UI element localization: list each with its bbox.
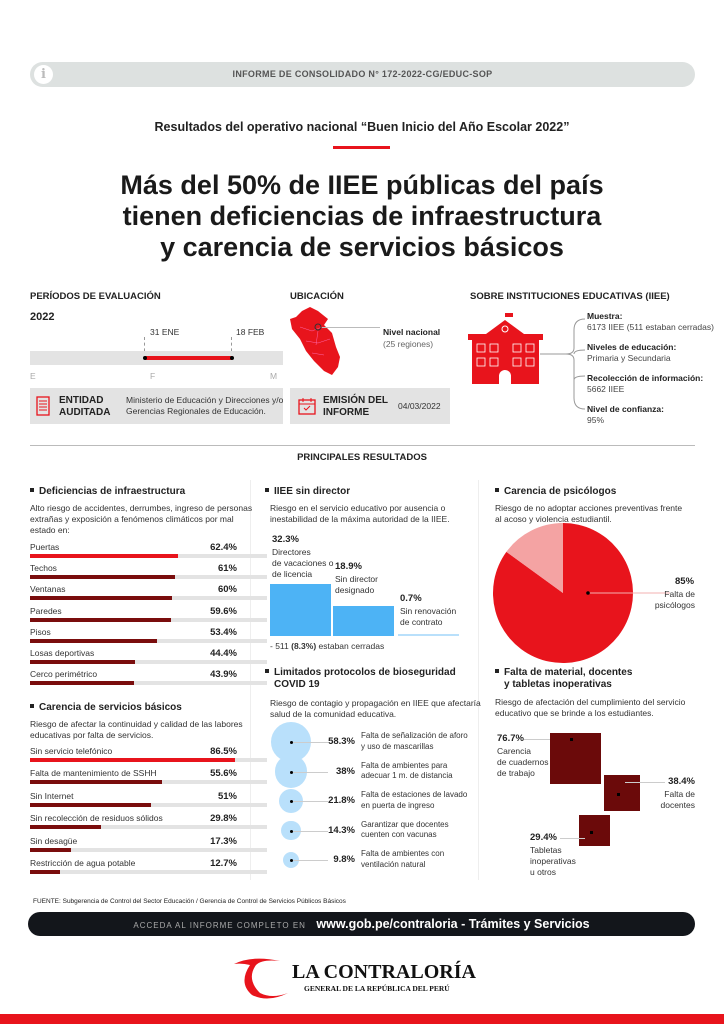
bar-row — [30, 836, 237, 856]
iiee-item-value: Primaria y Secundaria — [587, 353, 671, 363]
bar-row — [30, 606, 237, 626]
bar-fill — [30, 758, 235, 762]
director-desc: Riesgo en el servicio educativo por ausencia o inestabilidad de la máxima autoridad de la IIEE. — [270, 503, 450, 524]
material-square — [579, 815, 610, 846]
bio-label — [361, 790, 467, 811]
ubicacion-label: Nivel nacional — [383, 327, 441, 337]
cta-text: ACCEDA AL INFORME COMPLETO EN — [133, 921, 306, 930]
end-date: 18 FEB — [236, 327, 265, 337]
iiee-item-key: Niveles de educación: — [587, 342, 677, 352]
material-title: Falta de material, docentes y tabletas inoperativas — [495, 667, 632, 691]
bar-fill — [30, 825, 101, 829]
label-line: cuenten con vacunas — [361, 830, 437, 839]
director-bar-label — [335, 574, 378, 596]
material-dot — [570, 738, 573, 741]
bar-value: 51% — [217, 790, 237, 802]
bio-label — [361, 731, 468, 752]
iiee-item-value: 6173 IIEE (511 estaban cerradas) — [587, 322, 714, 332]
bar-label: Cerco perimétrico — [30, 669, 98, 680]
bar-fill — [30, 848, 71, 852]
resultados-title: PRINCIPALES RESULTADOS — [297, 452, 427, 463]
emision-date: 04/03/2022 — [398, 401, 441, 411]
material-label — [530, 845, 576, 878]
label-line: de cuadernos — [497, 757, 549, 767]
bar-label: Sin recolección de residuos sólidos — [30, 813, 163, 824]
footer-red-bar — [0, 1014, 724, 1024]
psico-label: Falta de psicólogos — [654, 589, 695, 610]
bar-row — [30, 563, 237, 583]
bar-track — [30, 870, 267, 874]
material-value: 29.4% — [530, 832, 557, 843]
emision-label: INFORME — [323, 407, 370, 418]
ubicacion-title: UBICACIÓN — [290, 291, 344, 302]
director-bar-value: 18.9% — [335, 561, 362, 572]
logo-name: LA CONTRALORÍA — [292, 961, 476, 983]
bar-row — [30, 858, 237, 878]
bar-value: 29.8% — [210, 813, 237, 825]
bar-value: 43.9% — [210, 669, 237, 681]
iiee-title: SOBRE INSTITUCIONES EDUCATIVAS (IIEE) — [470, 291, 670, 302]
servicios-title: Carencia de servicios básicos — [30, 702, 182, 714]
label-line: inoperativas — [530, 856, 576, 866]
iiee-item — [587, 373, 703, 395]
label-line: Directores — [272, 547, 311, 557]
material-value: 38.4% — [668, 776, 695, 787]
bar-fill — [30, 554, 178, 558]
servicios-desc: Riesgo de afectar la continuidad y calidad de las labores educativas por falta de servicios. — [30, 719, 243, 740]
site-link[interactable]: www.gob.pe/contraloria - Trámites y Servicios — [316, 917, 590, 931]
start-date: 31 ENE — [150, 327, 180, 337]
label-line: en puerta de ingreso — [361, 800, 435, 810]
logo-subname: GENERAL DE LA REPÚBLICA DEL PERÚ — [304, 984, 450, 993]
report-id-bar — [30, 62, 695, 87]
entidad-box — [30, 388, 283, 424]
bio-title: Limitados protocolos de bioseguridad COVID 19 — [265, 667, 456, 691]
building-icon — [36, 396, 50, 416]
bar-value: 62.4% — [210, 542, 237, 553]
director-bar — [270, 584, 331, 636]
iiee-item-value: 95% — [587, 415, 605, 425]
psico-value: 85% — [675, 576, 695, 587]
bar-row — [30, 669, 237, 689]
bar-fill — [30, 660, 135, 664]
label-line: Tabletas — [530, 845, 562, 855]
timeline-dot — [143, 356, 147, 360]
director-bar-value: 32.3% — [272, 534, 299, 545]
bar-label: Restricción de agua potable — [30, 858, 136, 868]
infra-title: Deficiencias de infraestructura — [30, 486, 185, 498]
bio-value: 9.8% — [333, 854, 355, 865]
label-line: Falta de señalización de aforo — [361, 731, 468, 740]
material-square — [604, 775, 640, 811]
label-line: designado — [335, 585, 375, 595]
bar-label: Techos — [30, 563, 57, 574]
bio-value: 14.3% — [328, 824, 355, 836]
bio-label — [361, 820, 449, 841]
bar-fill — [30, 780, 162, 784]
bar-value: 44.4% — [210, 648, 237, 659]
bar-value: 86.5% — [210, 746, 237, 757]
contraloria-logo — [232, 955, 502, 1000]
periodos-year: 2022 — [30, 311, 55, 323]
infra-desc: Alto riesgo de accidentes, derrumbes, ingreso de personas extrañas y exposición a fenómenos climáticos por mal estado en: — [30, 503, 253, 535]
label-line: adecuar 1 m. de distancia — [361, 771, 453, 780]
headline — [0, 170, 724, 263]
leader-line — [625, 782, 665, 783]
bar-label: Sin desagüe — [30, 835, 78, 846]
material-label — [645, 789, 695, 811]
label-line: Falta de estaciones de lavado — [361, 790, 468, 799]
bar-value: 59.6% — [210, 605, 237, 617]
ubicacion-detail: (25 regiones) — [383, 339, 434, 349]
bar-label: Sin Internet — [30, 790, 74, 801]
leader-line — [560, 838, 585, 839]
bar-fill — [30, 639, 157, 643]
iiee-item — [587, 342, 676, 364]
bar-value: 61% — [217, 563, 237, 575]
bar-label: Losas deportivas — [30, 648, 95, 658]
label-line: Falta de — [664, 789, 695, 799]
bio-label — [361, 849, 444, 870]
material-square — [550, 733, 601, 784]
month-label: M — [270, 371, 278, 381]
bio-value: 58.3% — [328, 736, 355, 747]
director-note: - 511 (8.3%) estaban cerradas — [270, 641, 385, 651]
headline-line: Más del 50% de IIEE públicas del país — [120, 170, 604, 200]
director-title: IIEE sin director — [265, 486, 350, 498]
label-line: ventilación natural — [361, 859, 426, 869]
iiee-item-key: Nivel de confianza: — [587, 404, 664, 414]
material-desc: Riesgo de afectación del cumplimiento del servicio educativo que se brinde a los estudiantes. — [495, 697, 686, 718]
label-line: u otros — [530, 867, 556, 877]
bar-fill — [30, 803, 151, 807]
iiee-item-key: Recolección de información: — [587, 373, 704, 383]
bar-value: 55.6% — [210, 768, 237, 780]
report-id: INFORME DE CONSOLIDADO N° 172-2022-CG/EDUC-SOP — [232, 69, 493, 79]
column-separator — [478, 480, 479, 880]
headline-line: y carencia de servicios básicos — [160, 232, 564, 262]
calendar-icon — [298, 397, 316, 415]
label-line: Falta de ambientes para — [361, 760, 448, 770]
bracket-line — [540, 318, 586, 410]
school-icon — [468, 312, 543, 387]
label-line: Garantizar que docentes — [361, 819, 449, 829]
psico-title: Carencia de psicólogos — [495, 486, 616, 498]
timeline-dot — [230, 356, 234, 360]
bar-row — [30, 768, 237, 788]
bar-value: 60% — [217, 584, 237, 596]
director-bar — [398, 634, 459, 636]
iiee-item — [587, 404, 664, 426]
bio-value: 21.8% — [328, 795, 355, 806]
label-line: de licencia — [272, 569, 313, 579]
bar-row — [30, 584, 237, 604]
entidad-label: AUDITADA — [59, 407, 111, 418]
label-line: de trabajo — [497, 768, 535, 778]
material-dot — [617, 793, 620, 796]
subtitle: Resultados del operativo nacional “Buen Inicio del Año Escolar 2022” — [154, 120, 570, 134]
timeline-period — [145, 356, 232, 360]
month-label: F — [150, 371, 156, 381]
bar-row — [30, 813, 237, 833]
iiee-item — [587, 311, 714, 333]
bar-fill — [30, 596, 172, 600]
month-label: E — [30, 371, 36, 381]
headline-line: tienen deficiencias de infraestructura — [122, 201, 602, 231]
divider — [333, 146, 390, 149]
iiee-item-key: Muestra: — [587, 311, 623, 321]
bar-fill — [30, 618, 171, 622]
bar-value: 53.4% — [210, 626, 237, 638]
director-bar-label — [272, 547, 333, 580]
entidad-text: Gerencias Regionales de Educación. — [126, 406, 266, 416]
director-bar — [333, 606, 394, 636]
bar-value: 17.3% — [210, 835, 237, 847]
cta-bar — [28, 912, 695, 936]
leader-line — [524, 739, 550, 740]
bar-row — [30, 542, 237, 562]
info-icon: i — [34, 65, 53, 84]
bar-value: 12.7% — [210, 858, 237, 869]
material-dot — [590, 831, 593, 834]
label-line: Sin renovación — [400, 606, 457, 616]
director-bar-label — [400, 606, 456, 628]
bar-label: Pisos — [30, 626, 51, 637]
bio-desc: Riesgo de contagio y propagación en IIEE que afectaría salud de la comunidad educativa. — [270, 698, 481, 719]
bio-label — [361, 761, 453, 782]
bar-label: Sin servicio telefónico — [30, 746, 113, 756]
bar-fill — [30, 575, 175, 579]
bar-row — [30, 648, 237, 668]
bar-fill — [30, 681, 134, 685]
bar-label: Ventanas — [30, 584, 66, 595]
leader-line — [322, 327, 380, 328]
bar-row — [30, 627, 237, 647]
pie-dot — [586, 591, 590, 595]
column-separator — [250, 480, 251, 880]
emision-box — [290, 388, 450, 424]
bar-label: Puertas — [30, 542, 60, 552]
entidad-label: ENTIDAD — [59, 395, 104, 406]
iiee-item-value: 5662 IIEE — [587, 384, 625, 394]
periodos-title: PERÍODOS DE EVALUACIÓN — [30, 291, 161, 302]
emision-label: EMISIÓN DEL — [323, 395, 389, 406]
label-line: Falta de ambientes con — [361, 849, 445, 858]
bar-label: Falta de mantenimiento de SSHH — [30, 768, 157, 779]
material-label — [497, 746, 549, 779]
bar-row — [30, 746, 237, 766]
entidad-text: Ministerio de Educación y Direcciones y/o — [126, 395, 284, 405]
source-note: FUENTE: Subgerencia de Control del Sector Educación / Gerencia de Control de Servicios Públicos Básicos — [33, 898, 346, 905]
director-bar-value: 0.7% — [400, 593, 422, 604]
label-line: docentes — [660, 800, 695, 810]
bio-value: 38% — [335, 765, 355, 777]
peru-map-icon — [288, 305, 348, 377]
label-line: Sin director — [335, 574, 378, 584]
logo-swoosh-icon — [232, 955, 292, 1000]
bar-label: Paredes — [30, 605, 62, 616]
label-line: de vacaciones o — [272, 558, 334, 568]
bar-row — [30, 791, 237, 811]
label-line: y uso de mascarillas — [361, 741, 434, 751]
divider — [30, 445, 695, 446]
bar-fill — [30, 870, 60, 874]
label-line: de contrato — [400, 617, 443, 627]
label-line: Carencia — [497, 746, 532, 756]
psico-desc: Riesgo de no adoptar acciones preventivas frente al acoso y violencia estudiantil. — [495, 503, 683, 524]
material-value: 76.7% — [497, 733, 524, 744]
